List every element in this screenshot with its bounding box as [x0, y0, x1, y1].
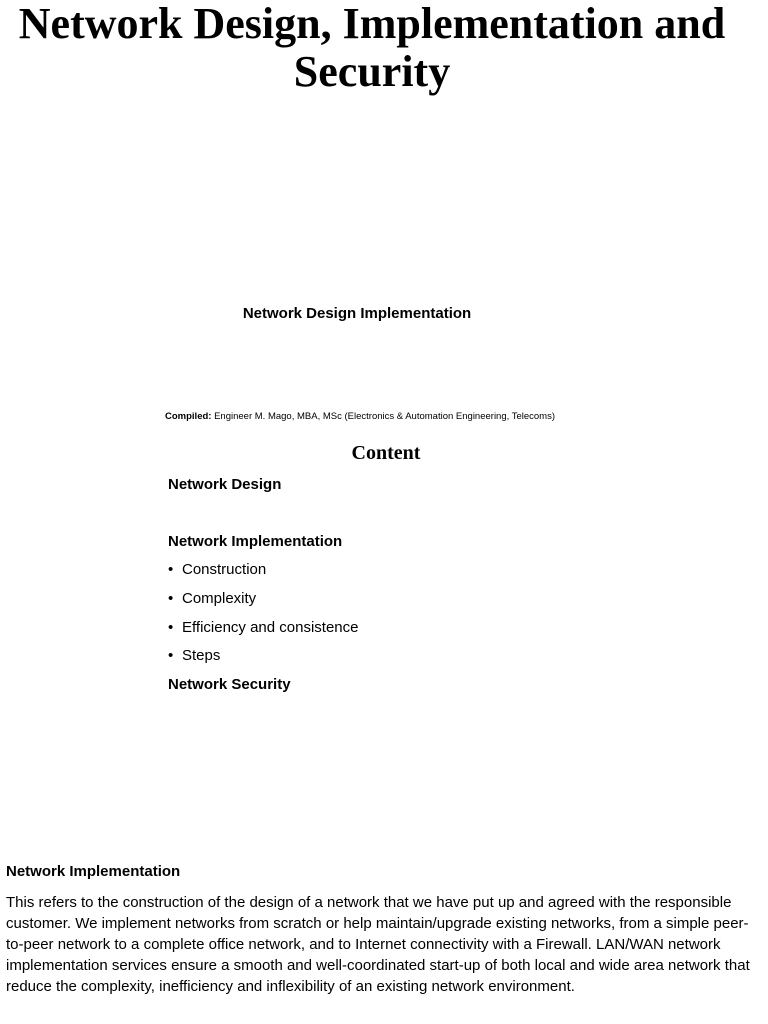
content-heading: Content — [351, 442, 421, 464]
bullet-marker: • — [168, 647, 174, 664]
toc-bullet-complexity: Complexity — [182, 590, 257, 607]
section-body-paragraph: This refers to the construction of the design of a network that we have put up and agreed with the responsible customer. We implement networks from scratch or help maintain/upgrade existing networks, from a simple peer-to-peer network to a complete office network, and to Internet connectivity with a Firewall. LAN/WAN network implementation services ensure a smooth and well-coordinated start-up of both local and wide area network that reduce the complexity, inefficiency and inflexibility of an existing network environment. — [6, 894, 750, 995]
bullet-marker: • — [168, 561, 174, 578]
bullet-marker: • — [168, 619, 174, 636]
toc-network-security: Network Security — [168, 676, 291, 693]
section-heading: Network Implementation — [6, 863, 181, 880]
bullet-marker: • — [168, 590, 174, 607]
toc-bullet-efficiency: Efficiency and consistence — [182, 619, 359, 636]
document-subtitle: Network Design Implementation — [242, 305, 472, 322]
toc-network-implementation: Network Implementation — [168, 533, 343, 550]
document-title: Network Design, Implementation and Security — [18, 0, 726, 96]
toc-bullet-steps: Steps — [182, 647, 221, 664]
compiled-label: Compiled: — [165, 411, 212, 422]
compiled-text: Engineer M. Mago, MBA, MSc (Electronics & Automation Engineering, Telecoms) — [211, 411, 556, 422]
toc-network-design: Network Design — [168, 476, 282, 493]
toc-bullet-construction: Construction — [182, 561, 267, 578]
compiled-by-line — [165, 411, 555, 422]
